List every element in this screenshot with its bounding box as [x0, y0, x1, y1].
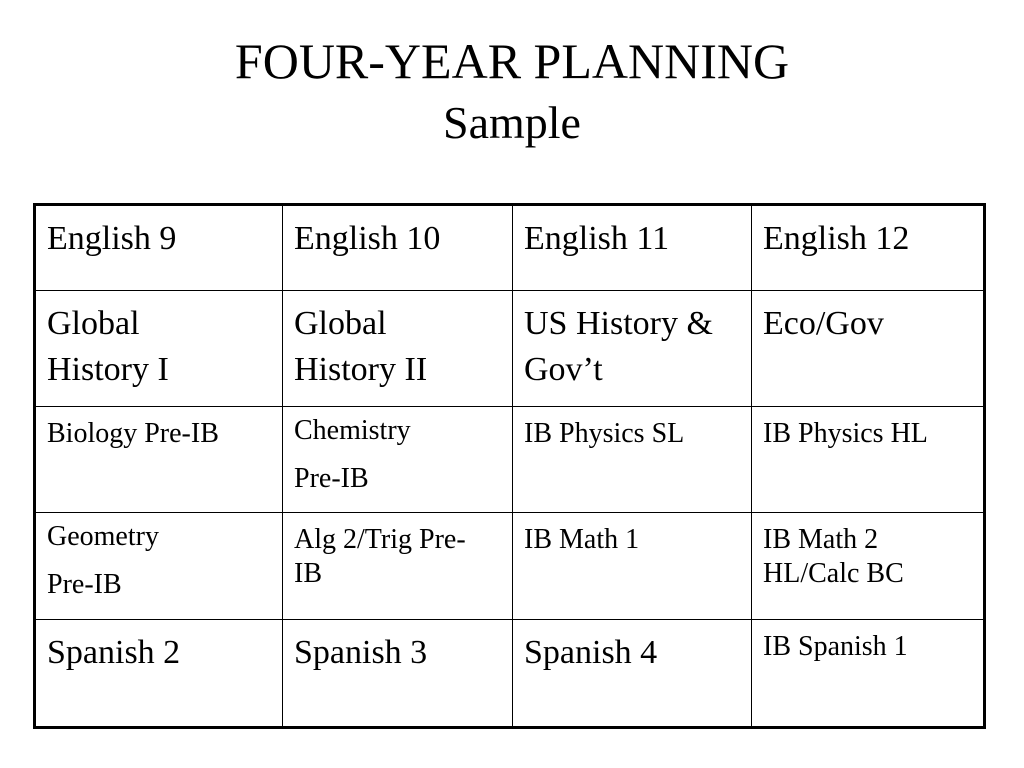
planning-table: [33, 203, 986, 729]
cell-year-3-math: IB Math 1: [513, 513, 752, 620]
cell-year-4-language: IB Spanish 1: [752, 620, 985, 728]
cell-year-4-math: IB Math 2 HL/Calc BC: [752, 513, 985, 620]
table-row-history: [35, 291, 985, 407]
cell-year-2-science: Chemistry Pre-IB: [283, 407, 513, 513]
cell-year-2-history: Global History II: [283, 291, 513, 407]
cell-year-3-science: IB Physics SL: [513, 407, 752, 513]
cell-year-3-history: US History & Gov’t: [513, 291, 752, 407]
cell-year-4-science: IB Physics HL: [752, 407, 985, 513]
cell-year-1-math: Geometry Pre-IB: [35, 513, 283, 620]
cell-year-2-language: Spanish 3: [283, 620, 513, 728]
title-block: [0, 30, 1024, 154]
cell-year-3-language: Spanish 4: [513, 620, 752, 728]
cell-year-1-science: Biology Pre-IB: [35, 407, 283, 513]
table-row-science: [35, 407, 985, 513]
cell-year-4-history: Eco/Gov: [752, 291, 985, 407]
cell-year-3-english: English 11: [513, 205, 752, 291]
cell-year-2-english: English 10: [283, 205, 513, 291]
cell-year-1-history: Global History I: [35, 291, 283, 407]
page-title: FOUR-YEAR PLANNING: [234, 33, 790, 89]
cell-year-1-language: Spanish 2: [35, 620, 283, 728]
cell-year-2-math: Alg 2/Trig Pre- IB: [283, 513, 513, 620]
table-row-language: [35, 620, 985, 728]
cell-year-1-english: English 9: [35, 205, 283, 291]
table-row-math: [35, 513, 985, 620]
page-subtitle: Sample: [443, 97, 581, 148]
table-row-english: [35, 205, 985, 291]
cell-year-4-english: English 12: [752, 205, 985, 291]
